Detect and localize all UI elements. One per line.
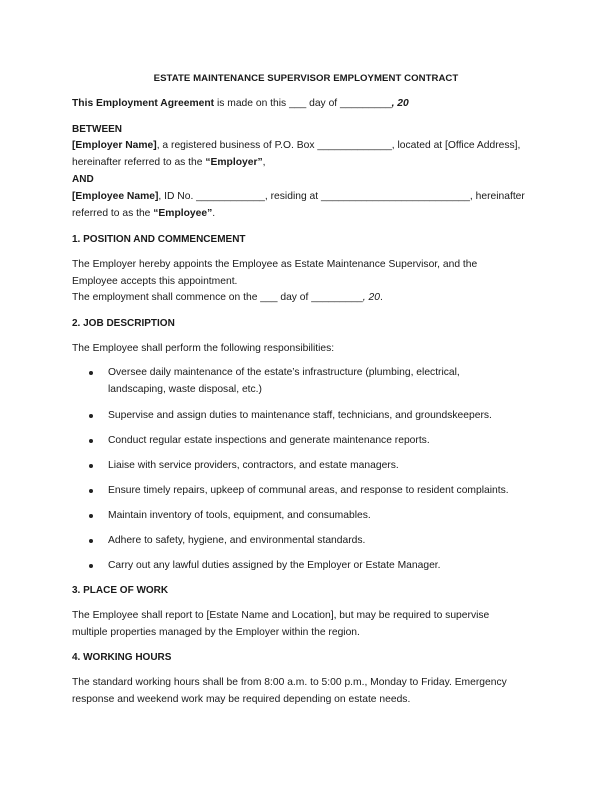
employee-details: , ID No. ____________, residing at __________________________, hereinafter bbox=[158, 191, 525, 202]
commencement-year: , 20 bbox=[362, 292, 380, 303]
employer-referred-text: hereinafter referred to as the bbox=[72, 157, 206, 168]
section-3-line-2: multiple properties managed by the Employer within the region. bbox=[72, 627, 360, 638]
employee-referred-text: referred to as the bbox=[72, 208, 154, 219]
document-title: ESTATE MAINTENANCE SUPERVISOR EMPLOYMENT CONTRACT bbox=[153, 73, 459, 84]
bullet-icon bbox=[89, 539, 93, 543]
section-4-heading: 4. WORKING HOURS bbox=[72, 652, 172, 663]
intro-year: , 20 bbox=[391, 98, 409, 109]
section-1-line-1: The Employer hereby appoints the Employee as Estate Maintenance Supervisor, and the bbox=[72, 259, 478, 270]
list-item-text: Supervise and assign duties to maintenance staff, technicians, and groundskeepers. bbox=[108, 410, 492, 421]
list-item-text: Ensure timely repairs, upkeep of communal areas, and response to resident complaints. bbox=[108, 485, 509, 496]
employee-line-2 bbox=[72, 207, 215, 220]
list-item-text: Conduct regular estate inspections and generate maintenance reports. bbox=[108, 435, 430, 446]
section-1-heading: 1. POSITION AND COMMENCEMENT bbox=[72, 234, 246, 245]
employer-name: [Employer Name] bbox=[72, 140, 157, 151]
bullet-icon bbox=[89, 564, 93, 568]
list-item-text: Carry out any lawful duties assigned by the Employer or Estate Manager. bbox=[108, 560, 441, 571]
section-2-heading: 2. JOB DESCRIPTION bbox=[72, 318, 175, 329]
list-item-text: Adhere to safety, hygiene, and environmental standards. bbox=[108, 535, 366, 546]
list-item-text: Maintain inventory of tools, equipment, and consumables. bbox=[108, 510, 371, 521]
commencement-text: The employment shall commence on the ___ day of _________ bbox=[72, 292, 363, 303]
employee-term: “Employee” bbox=[153, 208, 213, 219]
employer-line-suffix: , bbox=[262, 157, 266, 168]
intro-text: is made on this ___ day of _________ bbox=[214, 98, 392, 109]
intro-bold-lead: This Employment Agreement bbox=[72, 98, 215, 109]
between-label: BETWEEN bbox=[72, 124, 122, 135]
section-4-line-1: The standard working hours shall be from 8:00 a.m. to 5:00 p.m., Monday to Friday. Emergency bbox=[72, 677, 507, 688]
section-4-line-2: response and weekend work may be required depending on estate needs. bbox=[72, 694, 411, 705]
intro-line bbox=[72, 97, 409, 110]
employer-details: , a registered business of P.O. Box _____________, located at [Office Address], bbox=[156, 140, 521, 151]
bullet-icon bbox=[89, 489, 93, 493]
and-label: AND bbox=[72, 174, 94, 185]
list-item-text: Liaise with service providers, contractors, and estate managers. bbox=[108, 460, 399, 471]
employer-line-1 bbox=[72, 139, 520, 152]
bullet-icon bbox=[89, 464, 93, 468]
employer-line-2 bbox=[72, 156, 265, 169]
employer-term: “Employer” bbox=[205, 157, 263, 168]
section-3-line-1: The Employee shall report to [Estate Name and Location], but may be required to supervise bbox=[72, 610, 490, 621]
section-3-heading: 3. PLACE OF WORK bbox=[72, 585, 169, 596]
list-item-text: landscaping, waste disposal, etc.) bbox=[108, 384, 262, 395]
employee-name: [Employee Name] bbox=[72, 191, 159, 202]
section-1-line-3 bbox=[72, 291, 383, 304]
employee-line-suffix: . bbox=[212, 208, 216, 219]
employee-line-1 bbox=[72, 190, 525, 203]
section-1-line-2: Employee accepts this appointment. bbox=[72, 276, 238, 287]
section-2-intro: The Employee shall perform the following responsibilities: bbox=[72, 343, 335, 354]
bullet-icon bbox=[89, 414, 93, 418]
bullet-icon bbox=[89, 514, 93, 518]
bullet-icon bbox=[89, 371, 93, 375]
bullet-icon bbox=[89, 439, 93, 443]
list-item-text: Oversee daily maintenance of the estate’s infrastructure (plumbing, electrical, bbox=[108, 367, 460, 378]
commencement-suffix: . bbox=[379, 292, 383, 303]
